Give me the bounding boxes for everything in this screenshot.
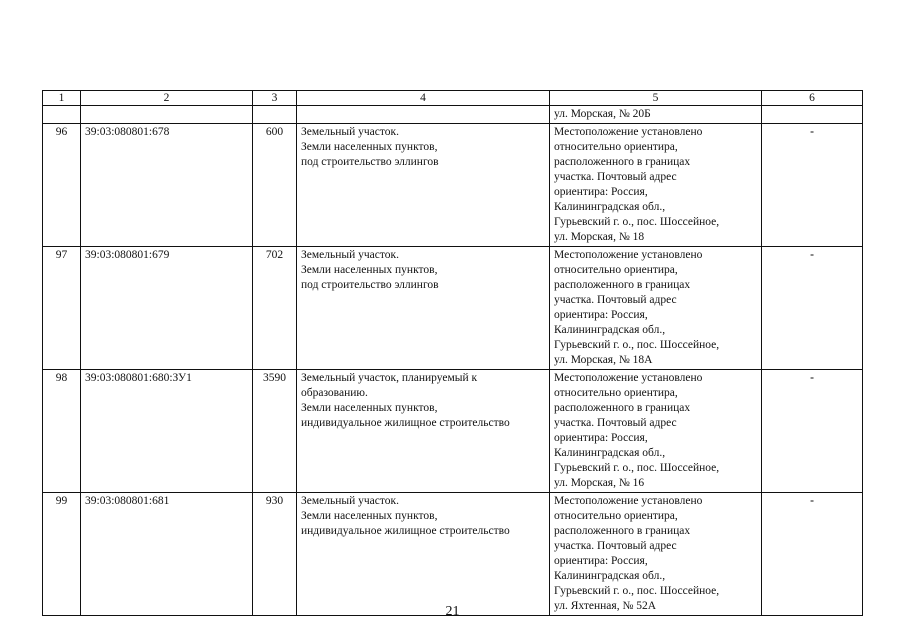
- carryover-cell-4: [297, 106, 550, 124]
- description-cell: [297, 493, 550, 616]
- table-row: [43, 493, 863, 616]
- cadastral-number-cell: 39:03:080801:679: [81, 247, 253, 370]
- row-number-cell: 98: [43, 370, 81, 493]
- description-line: Земельный участок.: [301, 126, 399, 138]
- location-cell: [550, 124, 762, 247]
- location-line: Местоположение установлено: [554, 495, 703, 507]
- location-line: ориентира: Россия,: [554, 432, 648, 444]
- description-cell: [297, 247, 550, 370]
- location-cell: [550, 370, 762, 493]
- location-cell: [550, 493, 762, 616]
- location-line: Калининградская обл.,: [554, 570, 666, 582]
- column-header-2: 2: [81, 91, 253, 106]
- area-cell: 3590: [253, 370, 297, 493]
- note-cell: -: [762, 124, 863, 247]
- location-line: участка. Почтовый адрес: [554, 417, 677, 429]
- row-number-cell: 99: [43, 493, 81, 616]
- cadastral-number-cell: 39:03:080801:678: [81, 124, 253, 247]
- area-cell: 600: [253, 124, 297, 247]
- carryover-location-cell: [550, 106, 762, 124]
- description-line: Земельный участок.: [301, 495, 399, 507]
- location-line: расположенного в границах: [554, 279, 691, 291]
- location-line: ул. Морская, № 18А: [554, 354, 653, 366]
- location-line: Местоположение установлено: [554, 372, 703, 384]
- location-line: ул. Морская, № 16: [554, 477, 645, 489]
- location-line: Местоположение установлено: [554, 126, 703, 138]
- location-cell: [550, 247, 762, 370]
- description-cell: [297, 124, 550, 247]
- description-line: образованию.: [301, 387, 368, 399]
- table-row: [43, 124, 863, 247]
- column-number-header-row: [43, 91, 863, 106]
- description-line: под строительство эллингов: [301, 156, 439, 168]
- location-line: участка. Почтовый адрес: [554, 540, 677, 552]
- location-line: относительно ориентира,: [554, 387, 678, 399]
- description-line: индивидуальное жилищное строительство: [301, 417, 510, 429]
- location-line: Местоположение установлено: [554, 249, 703, 261]
- location-line: ул. Морская, № 18: [554, 231, 645, 243]
- location-line: Гурьевский г. о., пос. Шоссейное,: [554, 339, 720, 351]
- document-page: [42, 90, 862, 616]
- location-line: Гурьевский г. о., пос. Шоссейное,: [554, 462, 720, 474]
- table-row: [43, 247, 863, 370]
- location-line: участка. Почтовый адрес: [554, 294, 677, 306]
- description-line: Земли населенных пунктов,: [301, 264, 438, 276]
- location-line: относительно ориентира,: [554, 264, 678, 276]
- location-line: ориентира: Россия,: [554, 186, 648, 198]
- carryover-cell-2: [81, 106, 253, 124]
- location-line: Гурьевский г. о., пос. Шоссейное,: [554, 216, 720, 228]
- location-line: Гурьевский г. о., пос. Шоссейное,: [554, 585, 720, 597]
- column-header-1: 1: [43, 91, 81, 106]
- location-line: Калининградская обл.,: [554, 324, 666, 336]
- column-header-4: 4: [297, 91, 550, 106]
- note-cell: -: [762, 247, 863, 370]
- location-line: участка. Почтовый адрес: [554, 171, 677, 183]
- column-header-6: 6: [762, 91, 863, 106]
- column-header-5: 5: [550, 91, 762, 106]
- row-number-cell: 97: [43, 247, 81, 370]
- location-line: относительно ориентира,: [554, 510, 678, 522]
- carryover-cell-1: [43, 106, 81, 124]
- location-line: ориентира: Россия,: [554, 309, 648, 321]
- location-line: ориентира: Россия,: [554, 555, 648, 567]
- location-line: расположенного в границах: [554, 525, 691, 537]
- row-number-cell: 96: [43, 124, 81, 247]
- table-row: [43, 370, 863, 493]
- column-header-3: 3: [253, 91, 297, 106]
- description-line: Земли населенных пунктов,: [301, 402, 438, 414]
- location-line: относительно ориентира,: [554, 141, 678, 153]
- location-line: расположенного в границах: [554, 402, 691, 414]
- description-line: индивидуальное жилищное строительство: [301, 525, 510, 537]
- page-number: 21: [445, 604, 460, 619]
- carryover-cell-6: [762, 106, 863, 124]
- description-line: Земли населенных пунктов,: [301, 141, 438, 153]
- description-line: Земельный участок, планируемый к: [301, 372, 478, 384]
- description-cell: [297, 370, 550, 493]
- location-line: ул. Яхтенная, № 52А: [554, 600, 657, 612]
- carryover-cell-3: [253, 106, 297, 124]
- cadastral-number-cell: 39:03:080801:681: [81, 493, 253, 616]
- note-cell: -: [762, 370, 863, 493]
- table-body: [43, 91, 863, 616]
- note-cell: -: [762, 493, 863, 616]
- area-cell: 702: [253, 247, 297, 370]
- area-cell: 930: [253, 493, 297, 616]
- description-line: Земли населенных пунктов,: [301, 510, 438, 522]
- description-line: Земельный участок.: [301, 249, 399, 261]
- carryover-row: [43, 106, 863, 124]
- description-line: под строительство эллингов: [301, 279, 439, 291]
- location-line: расположенного в границах: [554, 156, 691, 168]
- cadastral-number-cell: 39:03:080801:680:ЗУ1: [81, 370, 253, 493]
- location-line: Калининградская обл.,: [554, 201, 666, 213]
- location-line: Калининградская обл.,: [554, 447, 666, 459]
- carryover-location-line: ул. Морская, № 20Б: [554, 108, 651, 120]
- land-plot-table: [42, 90, 863, 616]
